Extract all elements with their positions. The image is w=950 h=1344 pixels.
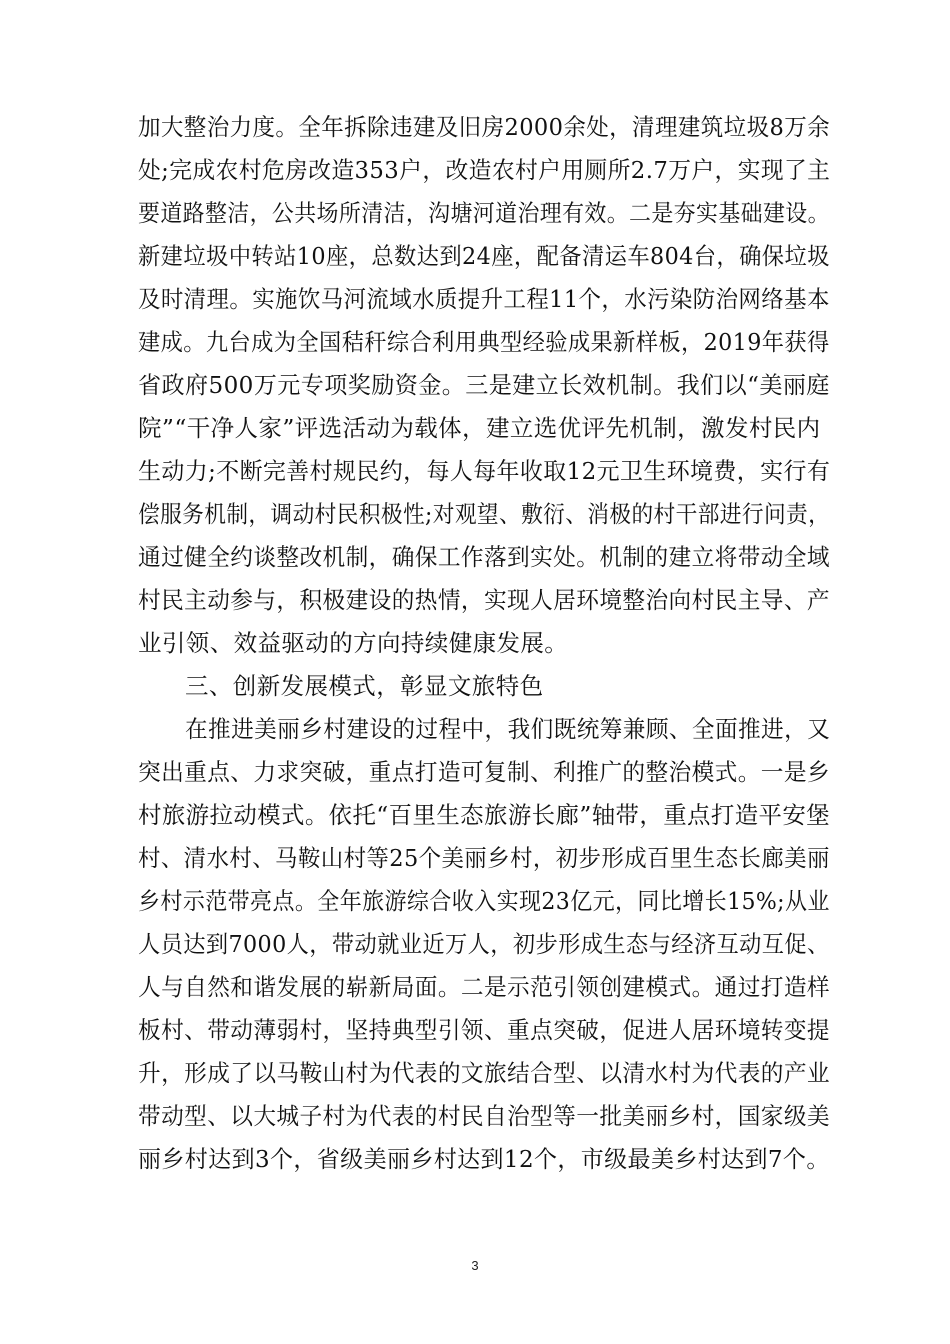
text-line: 乡村示范带亮点。全年旅游综合收入实现23亿元，同比增长15%;从业 (138, 887, 830, 915)
text-line: 偿服务机制，调动村民积极性;对观望、敷衍、消极的村干部进行问责， (138, 500, 831, 528)
text-line: 省政府500万元专项奖励资金。三是建立长效机制。我们以“美丽庭 (138, 371, 830, 399)
text-line: 升，形成了以马鞍山村为代表的文旅结合型、以清水村为代表的产业 (138, 1059, 830, 1087)
text-line: 新建垃圾中转站10座，总数达到24座，配备清运车804台，确保垃圾 (138, 242, 830, 270)
text-line: 村、清水村、马鞍山村等25个美丽乡村，初步形成百里生态长廊美丽 (138, 844, 830, 872)
text-line: 丽乡村达到3个，省级美丽乡村达到12个，市级最美乡村达到7个。 (138, 1145, 830, 1173)
text-line: 村旅游拉动模式。依托“百里生态旅游长廊”轴带，重点打造平安堡 (138, 801, 831, 829)
text-line: 板村、带动薄弱村，坚持典型引领、重点突破，促进人居环境转变提 (138, 1016, 830, 1044)
text-line: 业引领、效益驱动的方向持续健康发展。 (138, 629, 569, 657)
text-line: 建成。九台成为全国秸秆综合利用典型经验成果新样板，2019年获得 (138, 328, 830, 356)
text-line: 人员达到7000人，带动就业近万人，初步形成生态与经济互动互促、 (138, 930, 830, 958)
text-line: 人与自然和谐发展的崭新局面。二是示范引领创建模式。通过打造样 (138, 973, 830, 1001)
text-line: 通过健全约谈整改机制，确保工作落到实处。机制的建立将带动全域 (138, 543, 830, 571)
text-line: 突出重点、力求突破，重点打造可复制、利推广的整治模式。一是乡 (138, 758, 830, 786)
section-heading: 三、创新发展模式，彰显文旅特色 (185, 672, 544, 700)
text-line: 生动力;不断完善村规民约，每人每年收取12元卫生环境费，实行有 (138, 457, 831, 485)
page-number: 3 (471, 1258, 479, 1273)
text-line: 要道路整洁，公共场所清洁，沟塘河道治理有效。二是夯实基础建设。 (138, 199, 830, 227)
text-line: 加大整治力度。全年拆除违建及旧房2000余处，清理建筑垃圾8万余 (138, 113, 831, 141)
text-line: 及时清理。实施饮马河流域水质提升工程11个，水污染防治网络基本 (138, 285, 830, 313)
text-line: 处;完成农村危房改造353户，改造农村户用厕所2.7万户，实现了主 (138, 156, 831, 184)
text-line: 院”“干净人家”评选活动为载体，建立选优评先机制，激发村民内 (138, 414, 821, 442)
text-line: 在推进美丽乡村建设的过程中，我们既统筹兼顾、全面推进，又 (185, 715, 831, 743)
text-line: 村民主动参与，积极建设的热情，实现人居环境整治向村民主导、产 (138, 586, 830, 614)
text-line: 带动型、以大城子村为代表的村民自治型等一批美丽乡村，国家级美 (138, 1102, 830, 1130)
